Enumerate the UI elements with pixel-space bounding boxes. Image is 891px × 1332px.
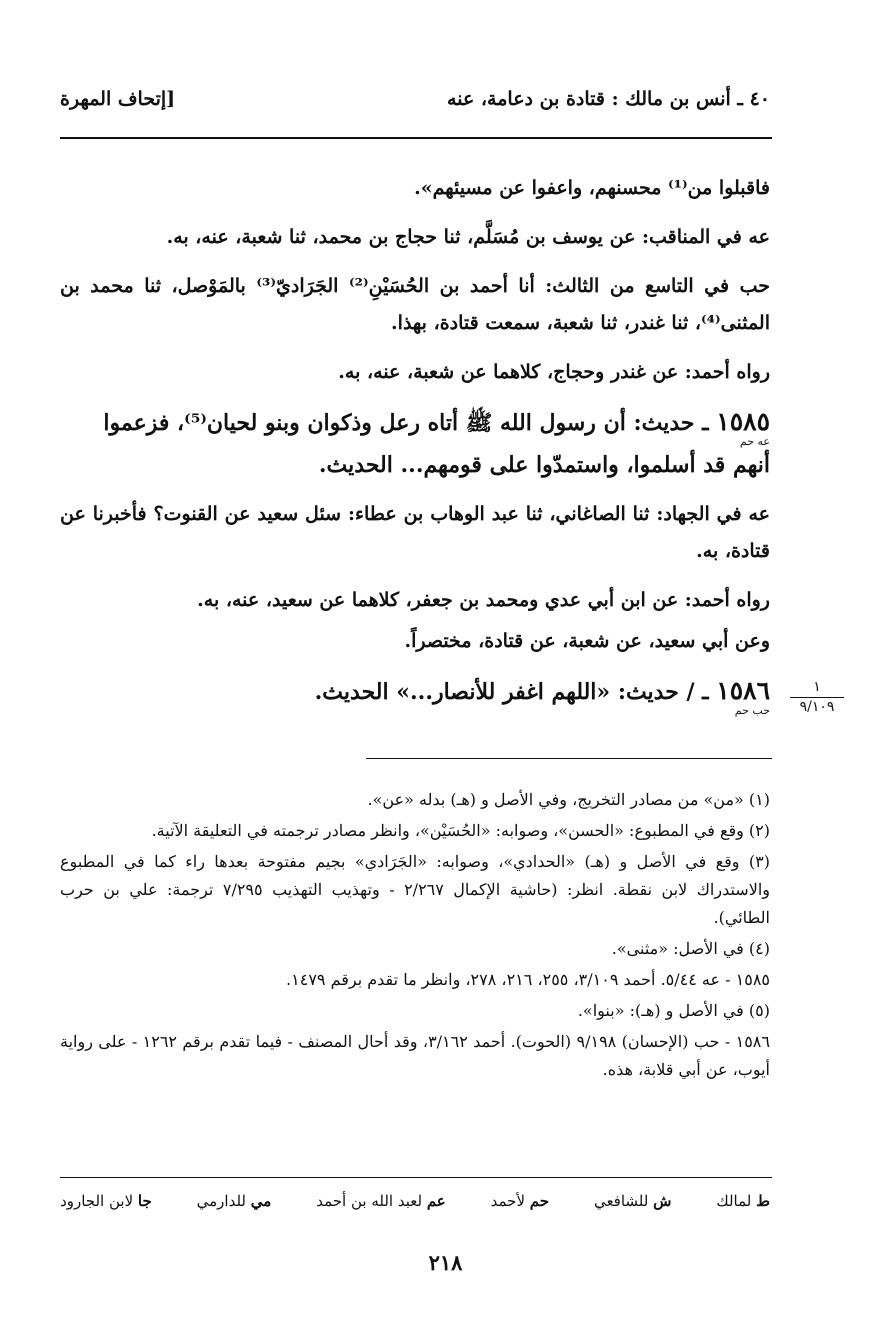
footnote: ١٥٨٥ - عه ٥/٤٤. أحمد ٣/١٠٩، ٢٥٥، ٢١٦، ٢٧٨، وانظر ما تقدم برقم ١٤٧٩. [286,970,770,989]
hadith-text: ـ حديث: أن رسول الله ﷺ أتاه رعل وذكوان وبنو لحيان⁽⁵⁾، فزعموا [103,410,717,436]
paragraph [60,582,770,619]
sigla-entry: مي للدارمي [196,1192,272,1210]
hadith-sigla: حب حم [734,704,770,717]
footnote: (٥) في الأصل و (هـ): «بنوا». [577,1001,770,1020]
hadith-text: ـ / حديث: «اللهم اغفر للأنصار...» الحديث. [314,679,717,705]
footnote-rule [366,758,772,759]
paragraph-text: رواه أحمد: عن ابن أبي عدي ومحمد بن جعفر، كلاهما عن سعيد، عنه، به. [197,589,770,611]
hadith-sigla: عه حم [739,435,770,448]
chapter-title: ٤٠ ـ أنس بن مالك : قتادة بن دعامة، عنه [447,88,770,110]
paragraph [60,219,770,256]
text-line: فاقبلوا من⁽¹⁾ محسنهم، واعفوا عن مسيئهم». [414,177,770,199]
main-text [60,170,770,728]
footnote: (٤) في الأصل: «مثنى». [611,939,770,958]
margin-reference [790,678,844,716]
footnote: ١٥٨٦ - حب (الإحسان) ٩/١٩٨ (الحوت). أحمد ٣/١٦٢، وقد أحال المصنف - فيما تقدم برقم ١٢٦٢ - على رواية أيوب، عن أبي قلابة، هذه. [60,1032,770,1079]
running-header [60,82,770,122]
paragraph-text: رواه أحمد: عن غندر وحجاج، كلاهما عن شعبة، عنه، به. [338,361,770,383]
page-number: ٢١٨ [428,1250,463,1275]
margin-reference-top: ١ [790,678,844,698]
hadith-number: ١٥٨٥ [716,407,770,436]
margin-reference-bottom: ٩/١٠٩ [799,699,835,715]
paragraph [60,623,770,660]
hadith-1585 [60,403,770,484]
footnotes [60,786,770,1087]
paragraph-text: عه في المناقب: عن يوسف بن مُسَلَّم، ثنا حجاج بن محمد، ثنا شعبة، عنه، به. [166,226,770,248]
sigla-key [60,1192,770,1210]
footnote: (٢) وقع في المطبوع: «الحسن»، وصوابه: «الحُسَيْن»، وانظر مصادر ترجمته في التعليقة الآتية. [151,821,770,840]
paragraph-text: وعن أبي سعيد، عن شعبة، عن قتادة، مختصراً. [404,630,770,652]
paragraph [60,268,770,342]
footnote: (٣) وقع في الأصل و (هـ) «الحدادي»، وصوابه: «الجَرَادي» بجيم مفتوحة بعدها راء كما في المطبوع والاستدراك لابن نقطة. انظر: (حاشية الإكمال ٢/٢٦٧ - وتهذيب التهذيب ٧/٢٩٥ ترجمة: علي بن حرب الطائي). [60,852,771,927]
sigla-entry: جا لابن الجارود [60,1192,152,1210]
hadith-text: أنهم قد أسلموا، واستمدّوا على قومهم... الحديث. [318,452,770,478]
sigla-entry: حم لأحمد [490,1192,550,1210]
sigla-entry: عم لعبد الله بن أحمد [316,1192,446,1210]
paragraph-text: حب في التاسع من الثالث: أنا أحمد بن الحُسَيْنِ⁽²⁾ الجَرَاديّ⁽³⁾ بالمَوْصل، ثنا محمد بن المثنى⁽⁴⁾، ثنا غندر، ثنا شعبة، سمعت قتادة، بهذا. [60,275,770,334]
key-rule [60,1177,772,1178]
hadith-1586 [60,672,770,716]
sigla-entry: ط لمالك [716,1192,770,1210]
header-rule [60,137,772,139]
hadith-number: ١٥٨٦ [716,676,770,705]
paragraph-text: عه في الجهاد: ثنا الصاغاني، ثنا عبد الوهاب بن عطاء: سئل سعيد عن القنوت؟ فأخبرنا عن قتادة، به. [60,503,770,562]
sigla-entry: ش للشافعي [593,1192,672,1210]
footnote: (١) «من» من مصادر التخريج، وفي الأصل و (هـ) بدله «عن». [367,790,770,809]
book-title: [إتحاف المهرة [60,88,176,110]
paragraph [60,496,770,570]
paragraph [60,354,770,391]
